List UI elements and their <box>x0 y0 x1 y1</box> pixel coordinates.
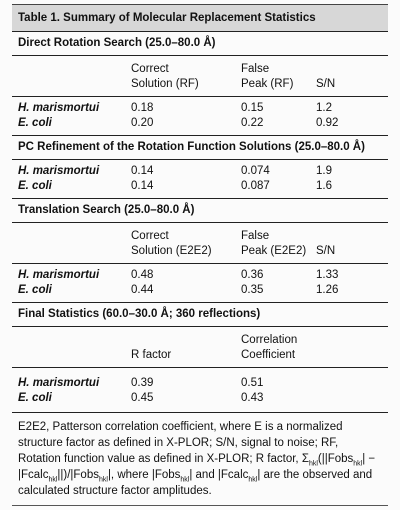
column-header: False <box>241 63 270 75</box>
organism-label: E. coli <box>18 180 52 192</box>
column-header: Coefficient <box>241 349 296 361</box>
column-header: False <box>241 230 270 242</box>
table-cell: 1.9 <box>316 165 332 177</box>
column-header: Solution (E2E2) <box>131 245 212 257</box>
table-cell: 0.35 <box>241 284 264 296</box>
column-header: S/N <box>316 78 336 90</box>
table-cell: 0.48 <box>131 269 154 281</box>
column-header: S/N <box>316 245 336 257</box>
table-row <box>12 116 388 131</box>
organism-label: H. marismortui <box>18 377 100 389</box>
section-title: Final Statistics (60.0–30.0 Å; 360 reflections) <box>18 308 261 320</box>
column-header: Correct <box>131 63 169 75</box>
column-header: Peak (RF) <box>241 78 294 90</box>
table-cell: 0.43 <box>241 392 264 404</box>
column-header: Solution (RF) <box>131 78 199 90</box>
column-header: Correlation <box>241 334 298 346</box>
section-translation-search <box>12 199 388 302</box>
section-title: Translation Search (25.0–80.0 Å) <box>18 204 195 216</box>
column-header: R factor <box>131 349 172 361</box>
column-header: Peak (E2E2) <box>241 245 307 257</box>
table-cell: 0.36 <box>241 269 264 281</box>
table-cell: 0.44 <box>131 284 154 296</box>
table-cell: 1.6 <box>316 180 332 192</box>
table-cell: 0.18 <box>131 102 154 114</box>
section-pc-refinement <box>12 136 388 198</box>
organism-label: H. marismortui <box>18 102 100 114</box>
organism-label: E. coli <box>18 392 52 404</box>
table-row <box>12 179 388 194</box>
table-title: Table 1. Summary of Molecular Replacement Statistics <box>12 4 388 31</box>
column-headers <box>12 56 388 96</box>
organism-label: H. marismortui <box>18 165 100 177</box>
table-row <box>12 268 388 283</box>
organism-label: E. coli <box>18 284 52 296</box>
table-cell: 1.2 <box>316 102 332 114</box>
table-footnote: E2E2, Patterson correlation coefficient, where E is a normalized structure factor as defined in X-PLOR; S/N, signal to noise; RF, Rotation function value as defined in X-PLOR; R factor, $\Sigma_{hkl}(||Fobs_{hkl}|$ − |Fcalc$_{hkl}$||)/|Fobs$_{hkl}$|, where |Fobs$_{hkl}$| and |Fcalc$_{hkl}$| are the observed and calculated structure factor amplitudes. <box>18 421 376 497</box>
column-headers <box>12 223 388 263</box>
table-cell: 0.20 <box>131 117 154 129</box>
table-cell: 0.15 <box>241 102 264 114</box>
table-cell: 0.074 <box>241 165 270 177</box>
table-cell: 0.14 <box>131 180 154 192</box>
table-row <box>12 376 388 391</box>
table-cell: 0.39 <box>131 377 154 389</box>
organism-label: H. marismortui <box>18 269 100 281</box>
section-direct-rotation <box>12 32 388 135</box>
table-document <box>12 4 388 506</box>
table-cell: 1.26 <box>316 284 339 296</box>
column-headers <box>12 327 388 367</box>
table-cell: 0.45 <box>131 392 154 404</box>
section-final-statistics <box>12 303 388 412</box>
table-cell: 1.33 <box>316 269 339 281</box>
table-cell: 0.22 <box>241 117 264 129</box>
section-title: Direct Rotation Search (25.0–80.0 Å) <box>18 37 216 49</box>
table-cell: 0.51 <box>241 377 264 389</box>
column-header: Correct <box>131 230 169 242</box>
table-row <box>12 391 388 406</box>
table-cell: 0.087 <box>241 180 270 192</box>
section-title: PC Refinement of the Rotation Function Solutions (25.0–80.0 Å) <box>18 141 365 153</box>
table-row <box>12 101 388 116</box>
organism-label: E. coli <box>18 117 52 129</box>
table-cell: 0.14 <box>131 165 154 177</box>
table-row <box>12 164 388 179</box>
table-cell: 0.92 <box>316 117 339 129</box>
table-row <box>12 283 388 298</box>
